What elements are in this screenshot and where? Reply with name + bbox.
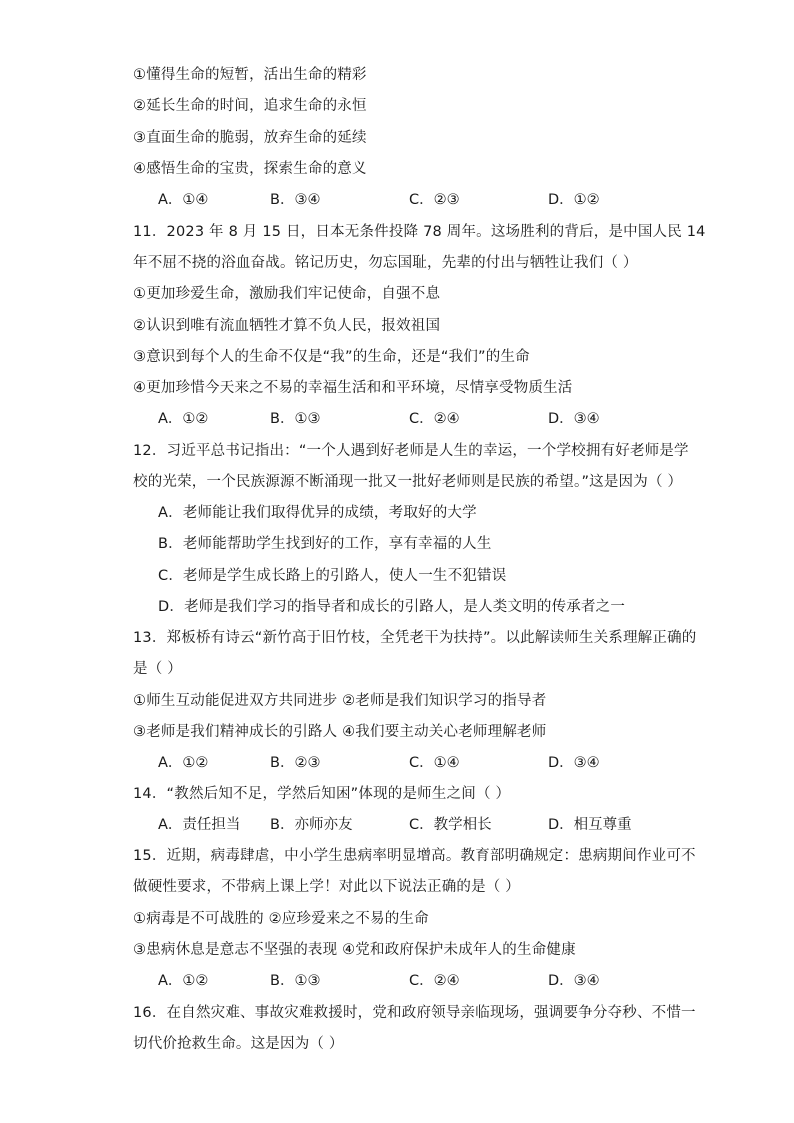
q13-option-a[interactable]: A．①② <box>158 755 209 771</box>
q15-option-b[interactable]: B．①③ <box>270 973 321 989</box>
q15-stem-line-2: 做硬性要求，不带病上课上学！对此以下说法正确的是（ ） <box>133 879 521 895</box>
q14-stem: 14．“教然后知不足，学然后知困”体现的是师生之间（ ） <box>133 786 511 802</box>
statement-1: ①懂得生命的短暂，活出生命的精彩 <box>133 67 367 83</box>
statement-3: ③直面生命的脆弱，放弃生命的延续 <box>133 130 367 146</box>
q13-stem-line-2: 是（ ） <box>133 661 182 677</box>
q11-option-a[interactable]: A．①② <box>158 411 209 427</box>
q15-option-c[interactable]: C．②④ <box>409 973 460 989</box>
q14-option-c[interactable]: C．教学相长 <box>409 817 492 833</box>
q11-stem-line-2: 年不屈不挠的浴血奋战。铭记历史，勿忘国耻，先辈的付出与牺牲让我们（ ） <box>133 255 638 271</box>
q12-option-a[interactable]: A．老师能让我们取得优异的成绩，考取好的大学 <box>158 505 477 521</box>
q12-stem-line-1: 12．习近平总书记指出：“一个人遇到好老师是人生的幸运，一个学校拥有好老师是学 <box>133 443 689 459</box>
q12-stem-line-2: 校的光荣，一个民族源源不断涌现一批又一批好老师则是民族的希望。”这是因为（ ） <box>133 474 683 490</box>
option-c[interactable]: C．②③ <box>409 192 460 208</box>
q11-statement-3: ③意识到每个人的生命不仅是“我”的生命，还是“我们”的生命 <box>133 349 530 365</box>
q13-statement-line-1: ①师生互动能促进双方共同进步 ②老师是我们知识学习的指导者 <box>133 693 547 709</box>
q13-option-b[interactable]: B．②③ <box>270 755 321 771</box>
q16-stem-line-2: 切代价抢救生命。这是因为（ ） <box>133 1036 344 1052</box>
q13-stem-line-1: 13．郑板桥有诗云“新竹高于旧竹枝，全凭老干为扶持”。以此解读师生关系理解正确的 <box>133 630 697 646</box>
q11-option-d[interactable]: D．③④ <box>548 411 600 427</box>
q11-statement-4: ④更加珍惜今天来之不易的幸福生活和和平环境，尽情享受物质生活 <box>133 380 573 396</box>
q11-stem-line-1: 11．2023 年 8 月 15 日，日本无条件投降 78 周年。这场胜利的背后，是中国人民 14 <box>133 224 706 240</box>
q13-option-d[interactable]: D．③④ <box>548 755 600 771</box>
q15-statement-line-2: ③患病休息是意志不坚强的表现 ④党和政府保护未成年人的生命健康 <box>133 942 576 958</box>
q15-statement-line-1: ①病毒是不可战胜的 ②应珍爱来之不易的生命 <box>133 911 429 927</box>
q13-statement-line-2: ③老师是我们精神成长的引路人 ④我们要主动关心老师理解老师 <box>133 724 547 740</box>
q11-option-b[interactable]: B．①③ <box>270 411 321 427</box>
q13-option-c[interactable]: C．①④ <box>409 755 460 771</box>
q11-statement-2: ②认识到唯有流血牺牲才算不负人民，报效祖国 <box>133 318 441 334</box>
option-d[interactable]: D．①② <box>548 192 600 208</box>
q16-stem-line-1: 16．在自然灾难、事故灾难救援时，党和政府领导亲临现场，强调要争分夺秒、不惜一 <box>133 1005 696 1021</box>
q15-option-a[interactable]: A．①② <box>158 973 209 989</box>
q11-statement-1: ①更加珍爱生命，激励我们牢记使命，自强不息 <box>133 286 441 302</box>
q12-option-b[interactable]: B．老师能帮助学生找到好的工作，享有幸福的人生 <box>158 536 492 552</box>
q15-option-d[interactable]: D．③④ <box>548 973 600 989</box>
q14-option-d[interactable]: D．相互尊重 <box>548 817 632 833</box>
statement-4: ④感悟生命的宝贵，探索生命的意义 <box>133 161 367 177</box>
q14-option-a[interactable]: A．责任担当 <box>158 817 241 833</box>
q14-option-b[interactable]: B．亦师亦友 <box>270 817 353 833</box>
q12-option-c[interactable]: C．老师是学生成长路上的引路人，使人一生不犯错误 <box>158 568 507 584</box>
option-b[interactable]: B．③④ <box>270 192 321 208</box>
option-a[interactable]: A．①④ <box>158 192 209 208</box>
q12-option-d[interactable]: D．老师是我们学习的指导者和成长的引路人，是人类文明的传承者之一 <box>158 599 626 615</box>
statement-2: ②延长生命的时间，追求生命的永恒 <box>133 98 367 114</box>
q15-stem-line-1: 15．近期，病毒肆虐，中小学生患病率明显增高。教育部明确规定：患病期间作业可不 <box>133 848 696 864</box>
q11-option-c[interactable]: C．②④ <box>409 411 460 427</box>
